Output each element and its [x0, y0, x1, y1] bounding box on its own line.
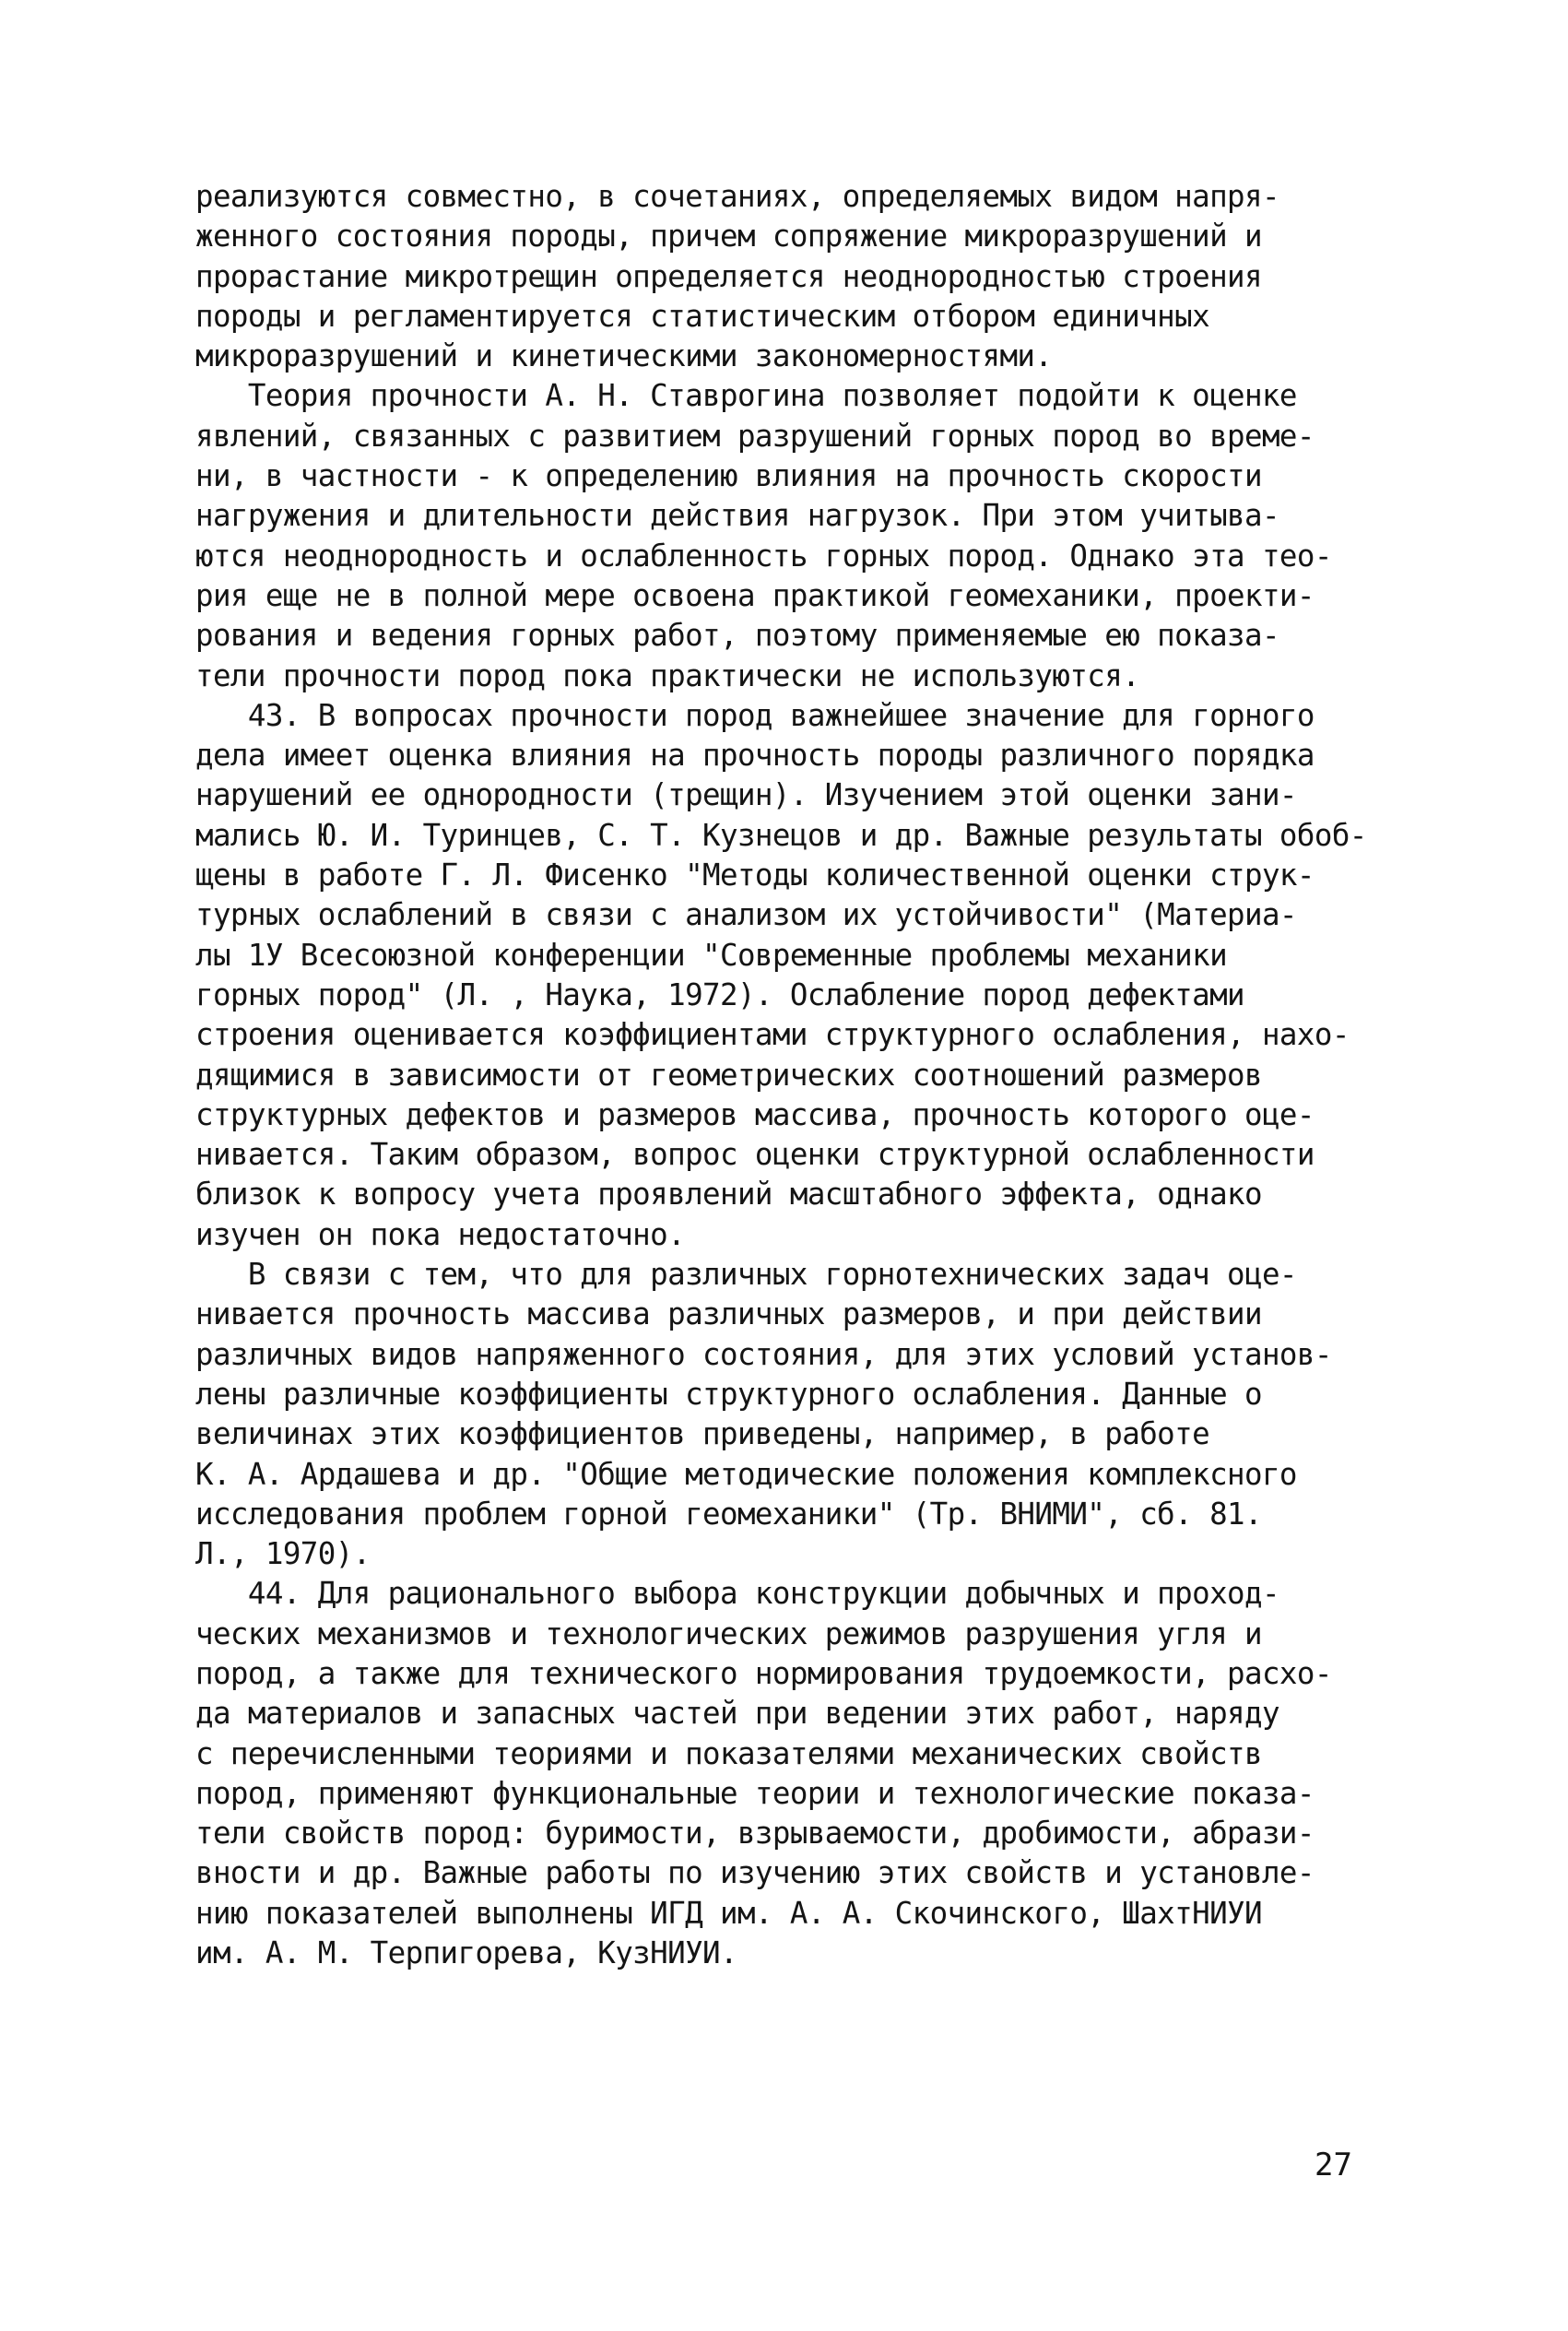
text-line: структурных дефектов и размеров массива, прочность которого оце-	[195, 1096, 1315, 1132]
text-line: близок к вопросу учета проявлений масштабного эффекта, однако	[195, 1177, 1262, 1213]
text-line: Теория прочности А. Н. Ставрогина позволяет подойти к оценке	[195, 378, 1297, 414]
text-line: реализуются совместно, в сочетаниях, определяемых видом напря-	[195, 179, 1279, 214]
text-line: тели свойств пород: буримости, взрываемости, дробимости, абрази-	[195, 1816, 1315, 1852]
text-line: строения оценивается коэффициентами структурного ослабления, нахо-	[195, 1017, 1350, 1053]
text-line: различных видов напряженного состояния, для этих условий установ-	[195, 1336, 1332, 1372]
text-line: пород, применяют функциональные теории и технологические показа-	[195, 1775, 1315, 1811]
text-line: прорастание микротрещин определяется неоднородностью строения	[195, 258, 1262, 294]
text-line: микроразрушений и кинетическими закономерностями.	[195, 338, 1053, 374]
text-line: ческих механизмов и технологических режимов разрушения угля и	[195, 1615, 1262, 1651]
text-line: нивается. Таким образом, вопрос оценки структурной ослабленности	[195, 1137, 1315, 1173]
text-line: породы и регламентируется статистическим отбором единичных	[195, 298, 1210, 334]
text-line: нивается прочность массива различных размеров, и при действии	[195, 1296, 1262, 1332]
text-line: ются неоднородность и ослабленность горных пород. Однако эта тео-	[195, 538, 1332, 574]
text-line: пород, а также для технического нормирования трудоемкости, расхо-	[195, 1655, 1332, 1691]
text-line: щены в работе Г. Л. Фисенко "Методы количественной оценки струк-	[195, 858, 1315, 893]
text-line: В связи с тем, что для различных горнотехнических задач оце-	[195, 1257, 1297, 1293]
text-line: с перечисленными теориями и показателями механических свойств	[195, 1735, 1262, 1771]
text-line: вности и др. Важные работы по изучению этих свойств и установле-	[195, 1855, 1315, 1891]
text-line: ни, в частности - к определению влияния на прочность скорости	[195, 458, 1262, 494]
text-line: рия еще не в полной мере освоена практикой геомеханики, проекти-	[195, 577, 1315, 613]
text-line: 43. В вопросах прочности пород важнейшее значение для горного	[195, 697, 1315, 733]
text-line: горных пород" (Л. , Наука, 1972). Ослабление пород дефектами	[195, 976, 1244, 1012]
page-number: 27	[1315, 2147, 1352, 2183]
text-line: мались Ю. И. Туринцев, С. Т. Кузнецов и др. Важные результаты обоб-	[195, 817, 1367, 853]
text-line: 44. Для рационального выбора конструкции добычных и проход-	[195, 1576, 1279, 1612]
text-line: изучен он пока недостаточно.	[195, 1216, 686, 1252]
text-line: явлений, связанных с развитием разрушений горных пород во време-	[195, 418, 1315, 454]
text-line: тели прочности пород пока практически не используются.	[195, 657, 1140, 693]
text-line: да материалов и запасных частей при ведении этих работ, наряду	[195, 1696, 1279, 1732]
text-line: турных ослаблений в связи с анализом их устойчивости" (Материа-	[195, 897, 1297, 933]
text-line: нарушений ее однородности (трещин). Изучением этой оценки зани-	[195, 777, 1297, 813]
text-line: Л., 1970).	[195, 1536, 371, 1572]
text-line: дящимися в зависимости от геометрических соотношений размеров	[195, 1057, 1262, 1093]
text-line: величинах этих коэффициентов приведены, например, в работе	[195, 1416, 1210, 1452]
text-line: рования и ведения горных работ, поэтому применяемые ею показа-	[195, 618, 1279, 654]
text-line: женного состояния породы, причем сопряжение микроразрушений и	[195, 219, 1262, 254]
text-line: нагружения и длительности действия нагрузок. При этом учитыва-	[195, 498, 1279, 534]
text-line: им. А. М. Терпигорева, КузНИУИ.	[195, 1935, 737, 1971]
text-line: нию показателей выполнены ИГД им. А. А. Скочинского, ШахтНИУИ	[195, 1895, 1262, 1931]
text-line: лы 1У Всесоюзной конференции "Современные проблемы механики	[195, 937, 1228, 973]
text-line: К. А. Ардашева и др. "Общие методические положения комплексного	[195, 1456, 1297, 1492]
text-line: исследования проблем горной геомеханики" (Тр. ВНИМИ", сб. 81.	[195, 1496, 1262, 1532]
body-text	[195, 177, 1421, 1973]
text-line: дела имеет оценка влияния на прочность породы различного порядка	[195, 738, 1315, 774]
text-line: лены различные коэффициенты структурного ослабления. Данные о	[195, 1376, 1262, 1412]
